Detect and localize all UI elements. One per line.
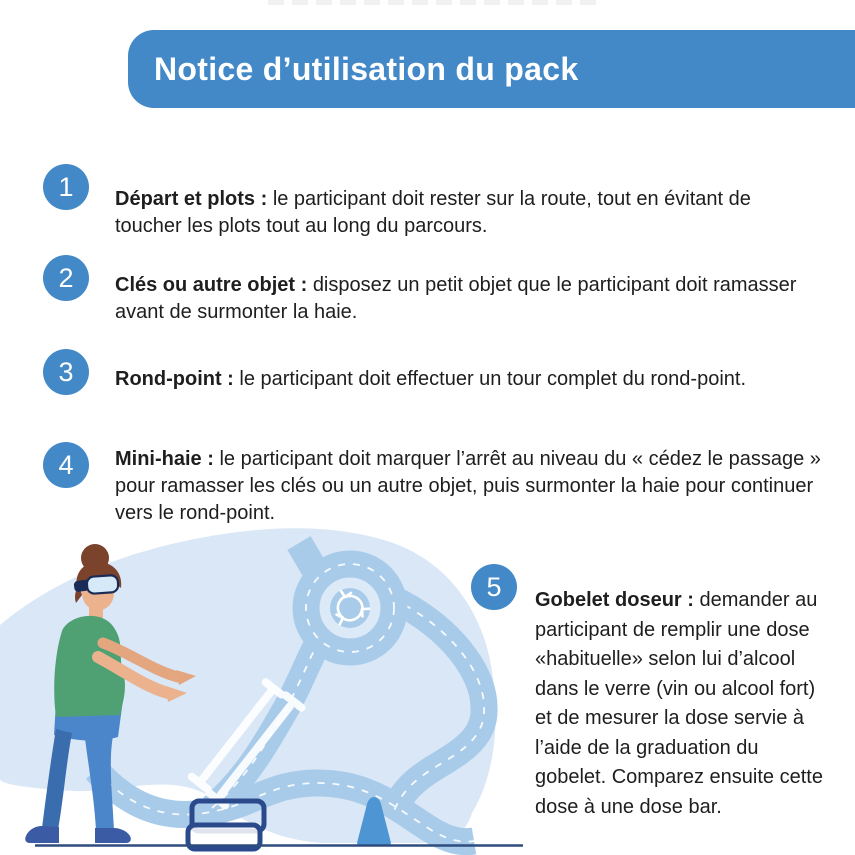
- step-3-label: Rond-point :: [115, 368, 234, 390]
- course-illustration: [0, 525, 530, 855]
- step-3-text: [115, 366, 815, 393]
- step-4-body: le participant doit marquer l’arrêt au niveau du « cédez le passage » pour ramasser les clés ou un autre objet, puis surmonter la haie pour continuer vers le rond-point.: [115, 448, 821, 524]
- step-5-badge: 5: [471, 564, 517, 610]
- cropped-text-artifact: [268, 0, 598, 5]
- step-4-label: Mini-haie :: [115, 448, 214, 470]
- person-front-shoe: [95, 828, 131, 843]
- person-hair-bun: [81, 544, 109, 572]
- step-2-badge: 2: [43, 255, 89, 301]
- roundabout-icon: [306, 564, 394, 652]
- step-1-label: Départ et plots :: [115, 188, 268, 210]
- step-5-text: [535, 586, 825, 822]
- step-1-body: le participant doit rester sur la route, tout en évitant de toucher les plots tout au long du parcours.: [115, 188, 751, 237]
- step-4-text: [115, 446, 825, 527]
- step-4-badge: 4: [43, 442, 89, 488]
- vr-goggles-icon: [86, 575, 118, 594]
- step-1-badge: 1: [43, 164, 89, 210]
- step-3-badge: 3: [43, 349, 89, 395]
- step-5-body: demander au participant de remplir une dose «habituelle» selon lui d’alcool dans le verre (vin ou alcool fort) et de mesurer la dose servie à l’aide de la graduation du gobelet. Comparez ensuite cette dose à une dose bar.: [535, 589, 823, 818]
- person-back-shoe: [25, 826, 59, 843]
- step-2-label: Clés ou autre objet :: [115, 274, 308, 296]
- title-banner: [128, 30, 855, 108]
- page-title: Notice d’utilisation du pack: [154, 50, 579, 87]
- step-1-text: [115, 186, 815, 240]
- step-5-label: Gobelet doseur :: [535, 589, 694, 611]
- step-2-body: disposez un petit objet que le participant doit ramasser avant de surmonter la haie.: [115, 274, 797, 323]
- step-3-body: le participant doit effectuer un tour complet du rond-point.: [239, 368, 747, 390]
- step-2-text: [115, 272, 815, 326]
